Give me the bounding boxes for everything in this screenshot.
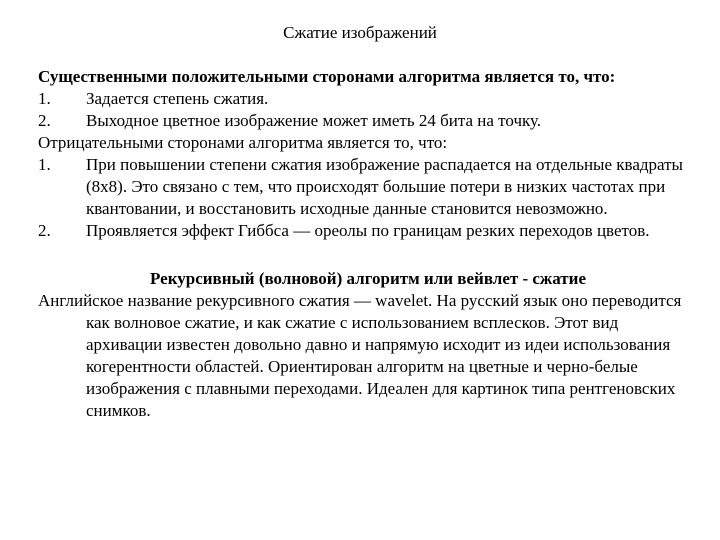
list-text: Выходное цветное изображение может иметь 24 бита на точку. (86, 111, 542, 130)
slide-title: Сжатие изображений (283, 23, 437, 42)
list-item (38, 110, 698, 132)
list-number: 2. (38, 111, 51, 130)
section-spacer (38, 242, 698, 268)
list-item (38, 88, 698, 110)
wavelet-heading: Рекурсивный (волновой) алгоритм или вейвлет - сжатие (149, 269, 586, 288)
slide-body (38, 66, 698, 422)
negatives-heading: Отрицательными сторонами алгоритма является то, что: (38, 133, 448, 152)
wavelet-paragraph: Английское название рекурсивного сжатия — wavelet. На русский язык оно переводится как волновое сжатие, и как сжатие с использованием всплесков. Этот вид архивации известен довольно давно и напрямую исходит из идеи использования когерентности областей. Ориентирован алгоритм на цветные и черно-белые изображения с плавными переходами. Идеален для картинок типа рентгеновских снимков. (38, 291, 682, 420)
list-number: 2. (38, 221, 51, 240)
list-text: При повышении степени сжатия изображение распадается на отдельные квадраты (8x8). Это связано с тем, что происходят большие потери в низких частотах при квантовании, и восстановить исходные данные становится невозможно. (86, 155, 683, 218)
list-item (38, 154, 698, 220)
list-item (38, 220, 698, 242)
positives-heading: Существенными положительными сторонами алгоритма является то, что: (38, 67, 616, 86)
list-text: Проявляется эффект Гиббса — ореолы по границам резких переходов цветов. (86, 221, 650, 240)
list-number: 1. (38, 89, 51, 108)
list-number: 1. (38, 155, 51, 174)
list-text: Задается степень сжатия. (86, 89, 269, 108)
